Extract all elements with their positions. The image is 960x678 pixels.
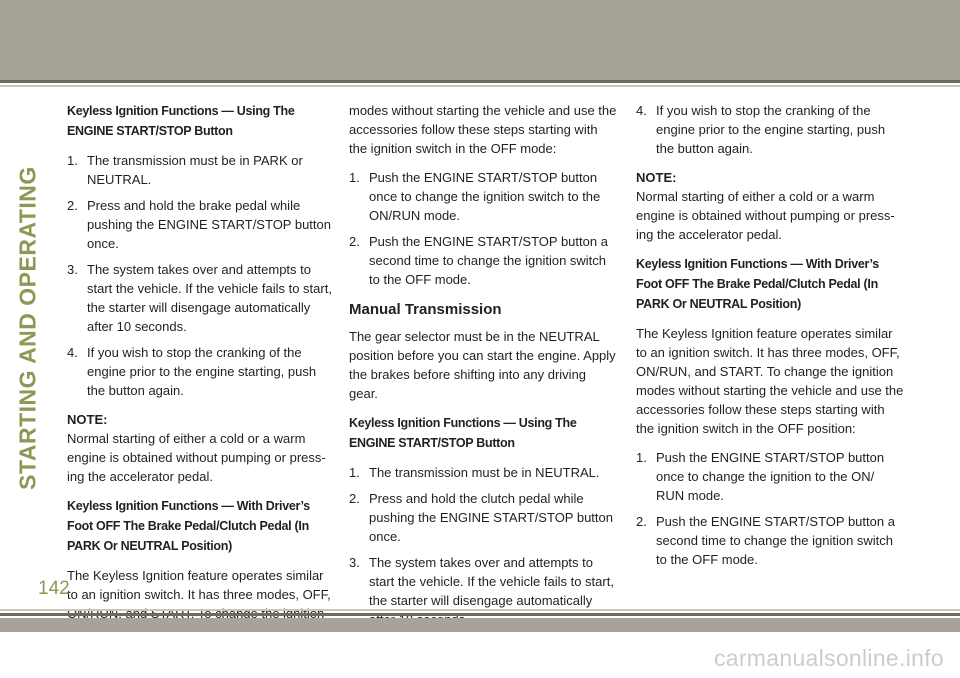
column-3 [636,101,904,579]
step-text: The system takes over and attempts to start the vehicle. If the vehicle fails to start, the starter will disengage automatically after 10 seconds. [87,262,332,334]
step-number: 2. [349,234,360,249]
list-item [349,168,617,225]
step-list [349,463,617,629]
step-number: 2. [349,491,360,506]
note-text: Normal starting of either a cold or a warm engine is obtained without pumping or pressing the accelerator pedal. [636,189,895,242]
step-number: 4. [67,345,78,360]
step-text: If you wish to stop the cranking of the engine prior to the engine starting, push the button again. [656,103,886,156]
subheading: Keyless Ignition Functions — Using The ENGINE START/STOP Button [67,104,295,138]
subheading: Keyless Ignition Functions — Using The ENGINE START/STOP Button [349,416,577,450]
note-label: NOTE: [636,170,677,185]
step-number: 1. [349,170,360,185]
watermark: carmanualsonline.info [713,645,944,671]
paragraph: modes without starting the vehicle and use the accessories follow these steps starting with the ignition switch in the OFF mode: [349,103,617,156]
footer-rule-light [0,609,960,611]
step-number: 1. [67,153,78,168]
step-number: 2. [67,198,78,213]
header-rule-light [0,85,960,87]
step-text: Push the ENGINE START/STOP button once to change the ignition switch to the ON/RUN mode. [369,170,601,223]
section-heading: Manual Transmission [349,301,502,318]
step-list [636,101,904,158]
list-item [636,512,904,569]
step-text: If you wish to stop the cranking of the engine prior to the engine starting, push the button again. [87,345,317,398]
step-number: 1. [636,450,647,465]
step-number: 2. [636,514,647,529]
step-text: Push the ENGINE START/STOP button once to change the ignition to the ON/ RUN mode. [656,450,885,503]
list-item [636,101,904,158]
subheading: Keyless Ignition Functions — With Driver’s Foot OFF The Brake Pedal/Clutch Pedal (In PARK Or NEUTRAL Position) [636,257,879,311]
footer-rule [0,613,960,616]
paragraph: The gear selector must be in the NEUTRAL position before you can start the engine. Apply the brakes before shifting into any driving gear. [349,329,616,401]
step-text: The transmission must be in NEUTRAL. [369,465,600,480]
step-text: Push the ENGINE START/STOP button a second time to change the ignition switch to the OFF mode. [369,234,608,287]
list-item [349,232,617,289]
step-list [636,448,904,569]
step-number: 3. [67,262,78,277]
list-item [636,448,904,505]
page-number: 142 [38,578,70,599]
list-item [67,151,333,189]
footer-band [0,618,960,632]
step-list [349,168,617,289]
list-item [349,463,617,482]
header-rule [0,80,960,83]
note-label: NOTE: [67,412,108,427]
note-text: Normal starting of either a cold or a warm engine is obtained without pumping or pressing the accelerator pedal. [67,431,326,484]
column-1 [67,101,333,633]
step-text: Push the ENGINE START/STOP button a second time to change the ignition switch to the OFF mode. [656,514,895,567]
column-2 [349,101,617,639]
step-number: 4. [636,103,647,118]
header-band [0,0,960,80]
list-item [349,489,617,546]
step-text: The transmission must be in PARK or NEUTRAL. [87,153,303,187]
paragraph: The Keyless Ignition feature operates similar to an ignition switch. It has three modes, OFF, ON/RUN, and START. To change the ignition modes without starting the vehicle and use the accessories follow these steps starting with the ignition switch in the OFF position: [636,326,904,436]
list-item [67,343,333,400]
list-item [67,260,333,336]
step-number: 1. [349,465,360,480]
list-item [67,196,333,253]
step-text: Press and hold the clutch pedal while pushing the ENGINE START/STOP button once. [369,491,613,544]
subheading: Keyless Ignition Functions — With Driver’s Foot OFF The Brake Pedal/Clutch Pedal (In PARK Or NEUTRAL Position) [67,499,310,553]
step-text: The system takes over and attempts to start the vehicle. If the vehicle fails to start, the starter will disengage automatically [369,555,614,608]
section-side-label-text: STARTING AND OPERATING [14,166,41,490]
step-list [67,151,333,400]
step-number: 3. [349,555,360,570]
step-text: Press and hold the brake pedal while pushing the ENGINE START/STOP button once. [87,198,331,251]
paragraph: The Keyless Ignition feature operates similar to an ignition switch. It has three modes, OFF, [67,568,331,602]
